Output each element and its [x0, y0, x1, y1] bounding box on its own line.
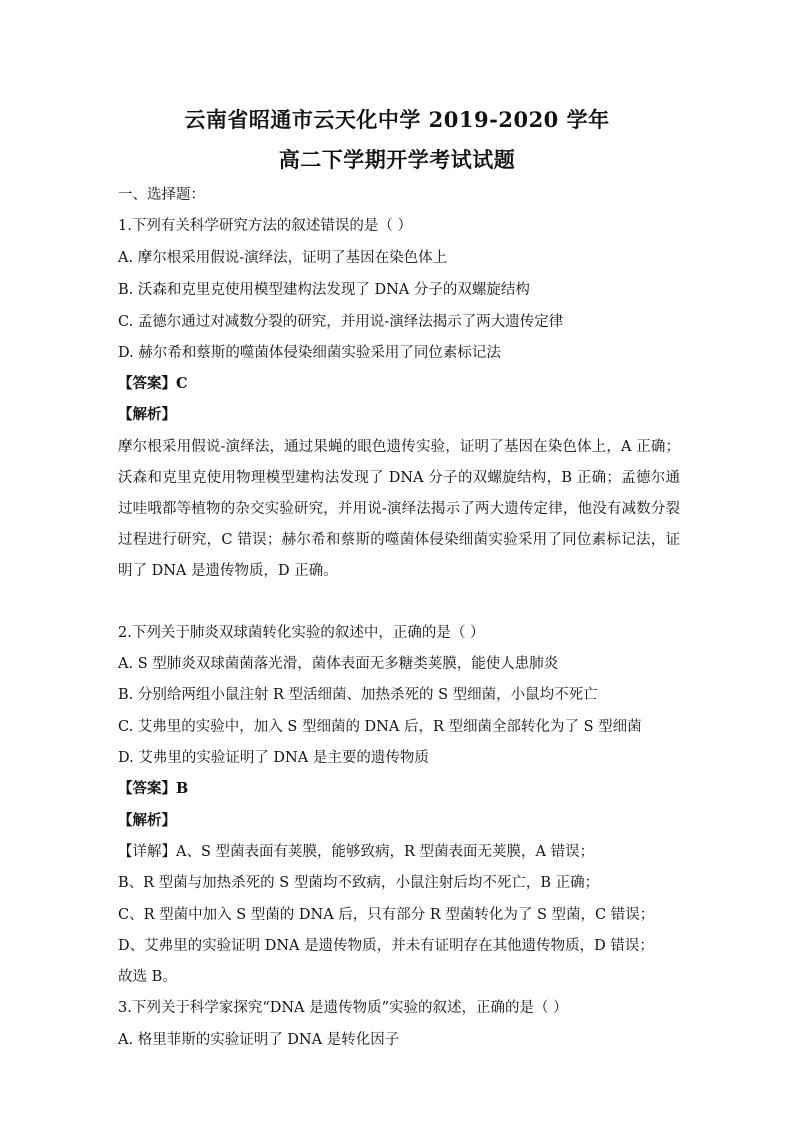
question-2-option-d: D. 艾弗里的实验证明了 DNA 是主要的遗传物质 — [118, 750, 429, 766]
question-2-answer: 【答案】B — [118, 780, 189, 797]
question-2-option-b: B. 分别给两组小鼠注射 R 型活细菌、加热杀死的 S 型细菌，小鼠均不死亡 — [118, 687, 598, 703]
question-1-stem: 1.下列有关科学研究方法的叙述错误的是（ ） — [118, 218, 412, 234]
question-2-option-a: A. S 型肺炎双球菌菌落光滑，菌体表面无多糖类荚膜，能使人患肺炎 — [118, 656, 559, 672]
question-2-analysis-label: 【解析】 — [118, 812, 176, 829]
question-1-answer: 【答案】C — [118, 375, 188, 392]
question-3-option-a: A. 格里菲斯的实验证明了 DNA 是转化因子 — [118, 1032, 400, 1048]
section-heading: 一、选择题： — [118, 187, 205, 203]
question-2-option-c: C. 艾弗里的实验中，加入 S 型细菌的 DNA 后，R 型细菌全部转化为了 S 型细菌 — [118, 719, 642, 735]
document-title-line-2: 高二下学期开学考试试题 — [278, 147, 516, 172]
question-3-stem: 3.下列关于科学家探究“DNA 是遗传物质”实验的叙述，正确的是（ ） — [118, 1000, 568, 1016]
question-2-detail-a: 【详解】A、S 型菌表面有荚膜，能够致病，R 型菌表面无荚膜，A 错误； — [118, 844, 595, 860]
question-1-option-c: C. 孟德尔通过对减数分裂的研究，并用说-演绎法揭示了两大遗传定律 — [118, 314, 564, 330]
question-1-option-a: A. 摩尔根采用假说-演绎法，证明了基因在染色体上 — [118, 250, 448, 266]
question-1-option-d: D. 赫尔希和蔡斯的噬菌体侵染细菌实验采用了同位素标记法 — [118, 345, 501, 361]
question-2-detail-b: B、R 型菌与加热杀死的 S 型菌均不致病，小鼠注射后均不死亡，B 正确； — [118, 875, 600, 891]
question-1-analysis-text: 摩尔根采用假说-演绎法，通过果蝇的眼色遗传实验，证明了基因在染色体上，A 正确；沃森和克里克使用物理模型建构法发现了 DNA 分子的双螺旋结构，B 正确；孟德尔通过哇哦都等植物的杂交实验研究，并用说-演绎法揭示了两大遗传定律，他没有减数分裂过程进行研究，C 错误；赫尔希和蔡斯的噬菌体侵染细菌实验采用了同位素标记法，证明了 DNA 是遗传物质，D 正确。 — [118, 439, 680, 579]
question-2-stem: 2.下列关于肺炎双球菌转化实验的叙述中，正确的是（ ） — [118, 625, 485, 641]
question-1-option-b: B. 沃森和克里克使用模型建构法发现了 DNA 分子的双螺旋结构 — [118, 282, 530, 298]
question-2-detail-c: C、R 型菌中加入 S 型菌的 DNA 后，只有部分 R 型菌转化为了 S 型菌，C 错误； — [118, 907, 655, 923]
question-1-analysis-label: 【解析】 — [118, 406, 176, 423]
question-2-conclusion: 故选 B。 — [118, 969, 177, 985]
question-2-detail-d: D、艾弗里的实验证明 DNA 是遗传物质，并未有证明存在其他遗传物质，D 错误； — [118, 938, 654, 954]
document-title-line-1: 云南省昭通市云天化中学 2019-2020 学年 — [184, 107, 610, 132]
